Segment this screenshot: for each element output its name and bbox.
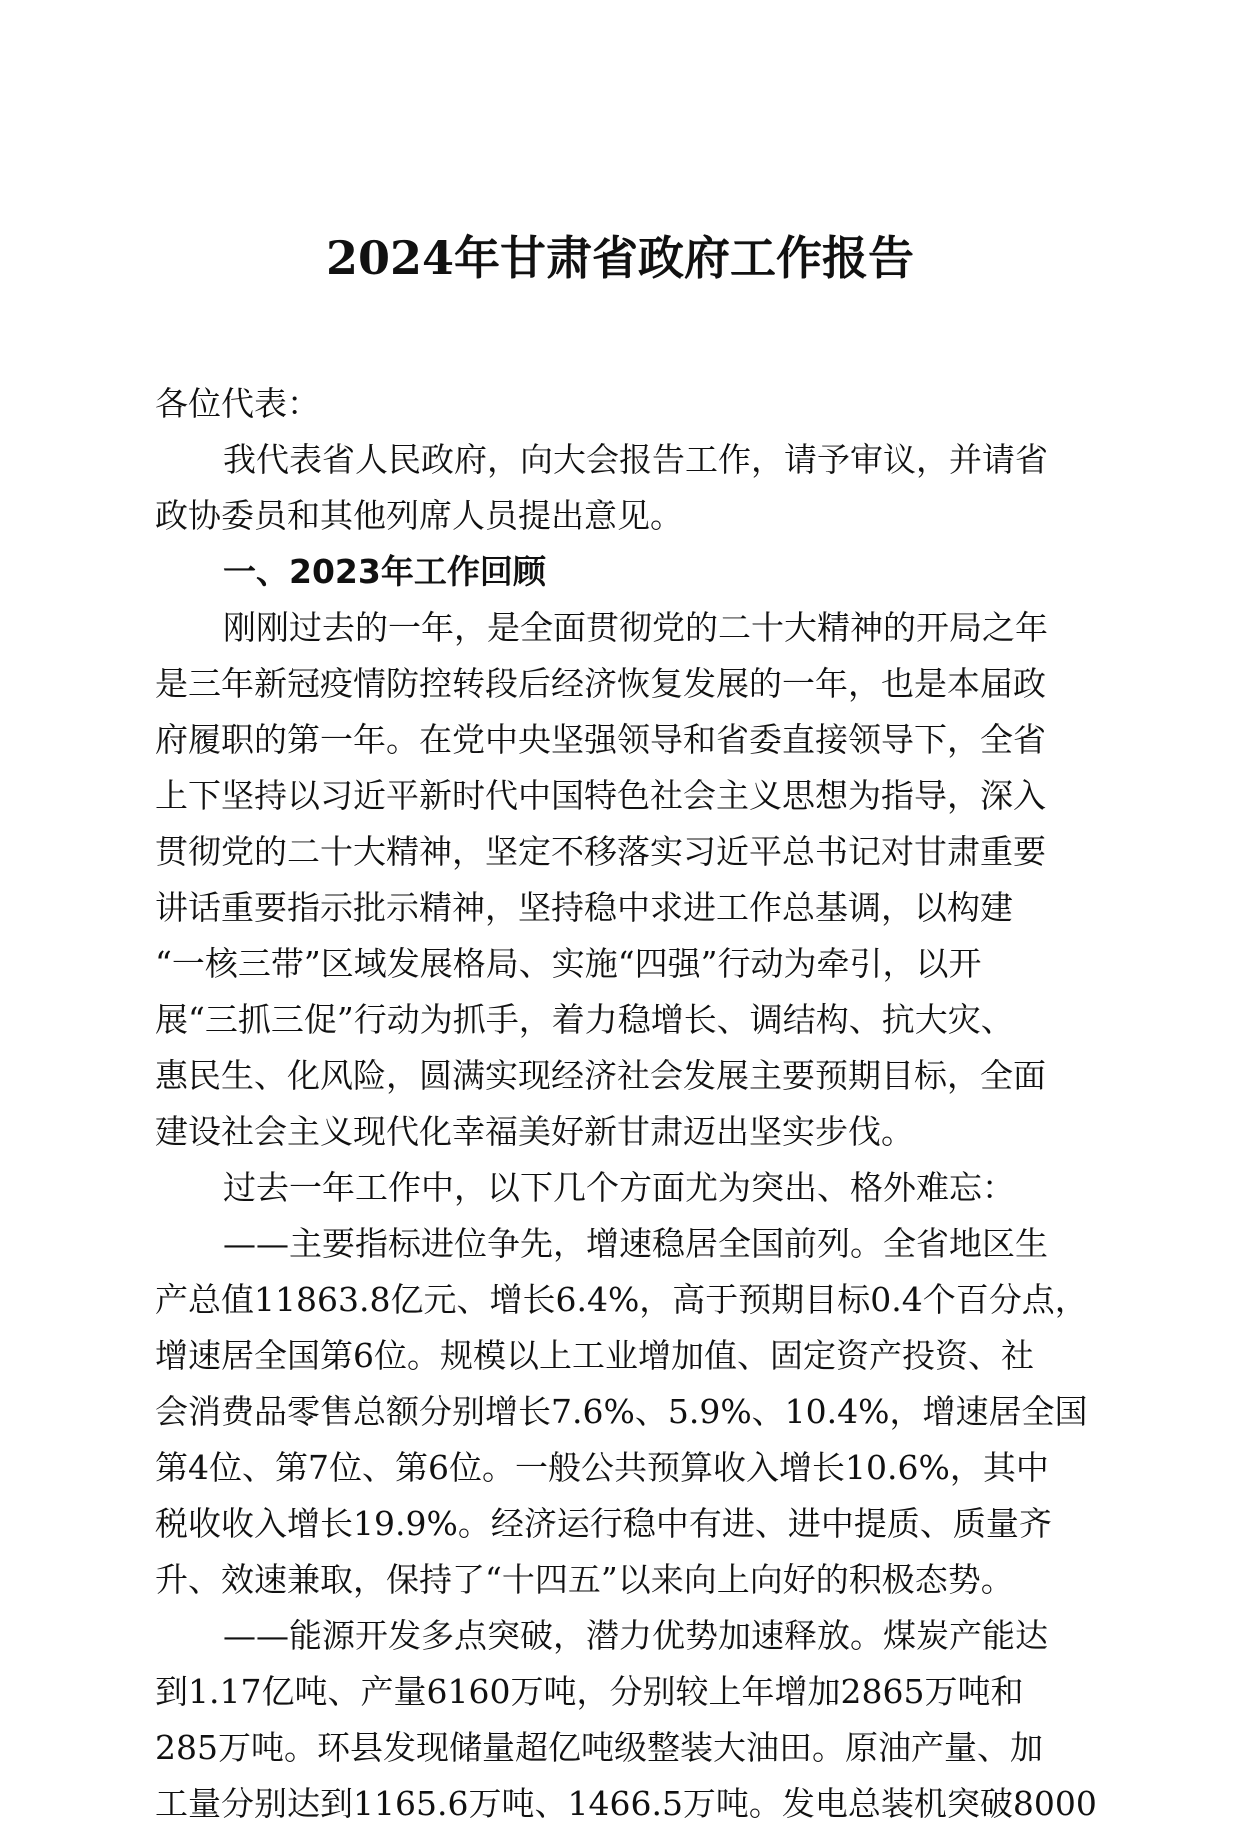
document-title: 2024年甘肃省政府工作报告 — [325, 231, 915, 285]
paragraph-line: 政协委员和其他列席人员提出意见。 — [155, 496, 683, 535]
paragraph-line: ——能源开发多点突破，潜力优势加速释放。煤炭产能达 — [223, 1616, 1048, 1655]
paragraph-line: “一核三带”区域发展格局、实施“四强”行动为牵引，以开 — [155, 944, 982, 983]
paragraph-line: 讲话重要指示批示精神，坚持稳中求进工作总基调，以构建 — [155, 888, 1013, 927]
paragraph-line: 产总值11863.8亿元、增长6.4%，高于预期目标0.4个百分点， — [155, 1280, 1088, 1319]
paragraph-line: 第4位、第7位、第6位。一般公共预算收入增长10.6%，其中 — [155, 1448, 1049, 1487]
document-body — [155, 376, 1097, 1832]
paragraph-line: 是三年新冠疫情防控转段后经济恢复发展的一年，也是本届政 — [155, 664, 1046, 703]
paragraph-line: 税收收入增长19.9%。经济运行稳中有进、进中提质、质量齐 — [155, 1504, 1052, 1543]
paragraph-line: 上下坚持以习近平新时代中国特色社会主义思想为指导，深入 — [155, 776, 1046, 815]
paragraph-line: 工量分别达到1165.6万吨、1466.5万吨。发电总装机突破8000 — [155, 1784, 1097, 1823]
paragraph-line: 府履职的第一年。在党中央坚强领导和省委直接领导下，全省 — [155, 720, 1046, 759]
paragraph-line: 贯彻党的二十大精神，坚定不移落实习近平总书记对甘肃重要 — [155, 832, 1046, 871]
salutation: 各位代表： — [155, 384, 320, 423]
paragraph-line: 我代表省人民政府，向大会报告工作，请予审议，并请省 — [223, 440, 1048, 479]
paragraph-line: 刚刚过去的一年，是全面贯彻党的二十大精神的开局之年 — [223, 608, 1048, 647]
paragraph-line: 升、效速兼取，保持了“十四五”以来向上向好的积极态势。 — [155, 1560, 1014, 1599]
section-heading: 一、2023年工作回顾 — [223, 552, 546, 591]
paragraph-line: 会消费品零售总额分别增长7.6%、5.9%、10.4%，增速居全国 — [155, 1392, 1088, 1431]
paragraph-line: 增速居全国第6位。规模以上工业增加值、固定资产投资、社 — [155, 1336, 1034, 1375]
paragraph-line: 建设社会主义现代化幸福美好新甘肃迈出坚实步伐。 — [155, 1112, 914, 1151]
paragraph-line: 展“三抓三促”行动为抓手，着力稳增长、调结构、抗大灾、 — [155, 1000, 1014, 1039]
paragraph-line: 到1.17亿吨、产量6160万吨，分别较上年增加2865万吨和 — [155, 1672, 1024, 1711]
paragraph-line: 惠民生、化风险，圆满实现经济社会发展主要预期目标，全面 — [155, 1056, 1046, 1095]
paragraph-line: ——主要指标进位争先，增速稳居全国前列。全省地区生 — [223, 1224, 1048, 1263]
paragraph-line: 过去一年工作中，以下几个方面尤为突出、格外难忘： — [223, 1168, 1015, 1207]
paragraph-line: 285万吨。环县发现储量超亿吨级整装大油田。原油产量、加 — [155, 1728, 1043, 1767]
